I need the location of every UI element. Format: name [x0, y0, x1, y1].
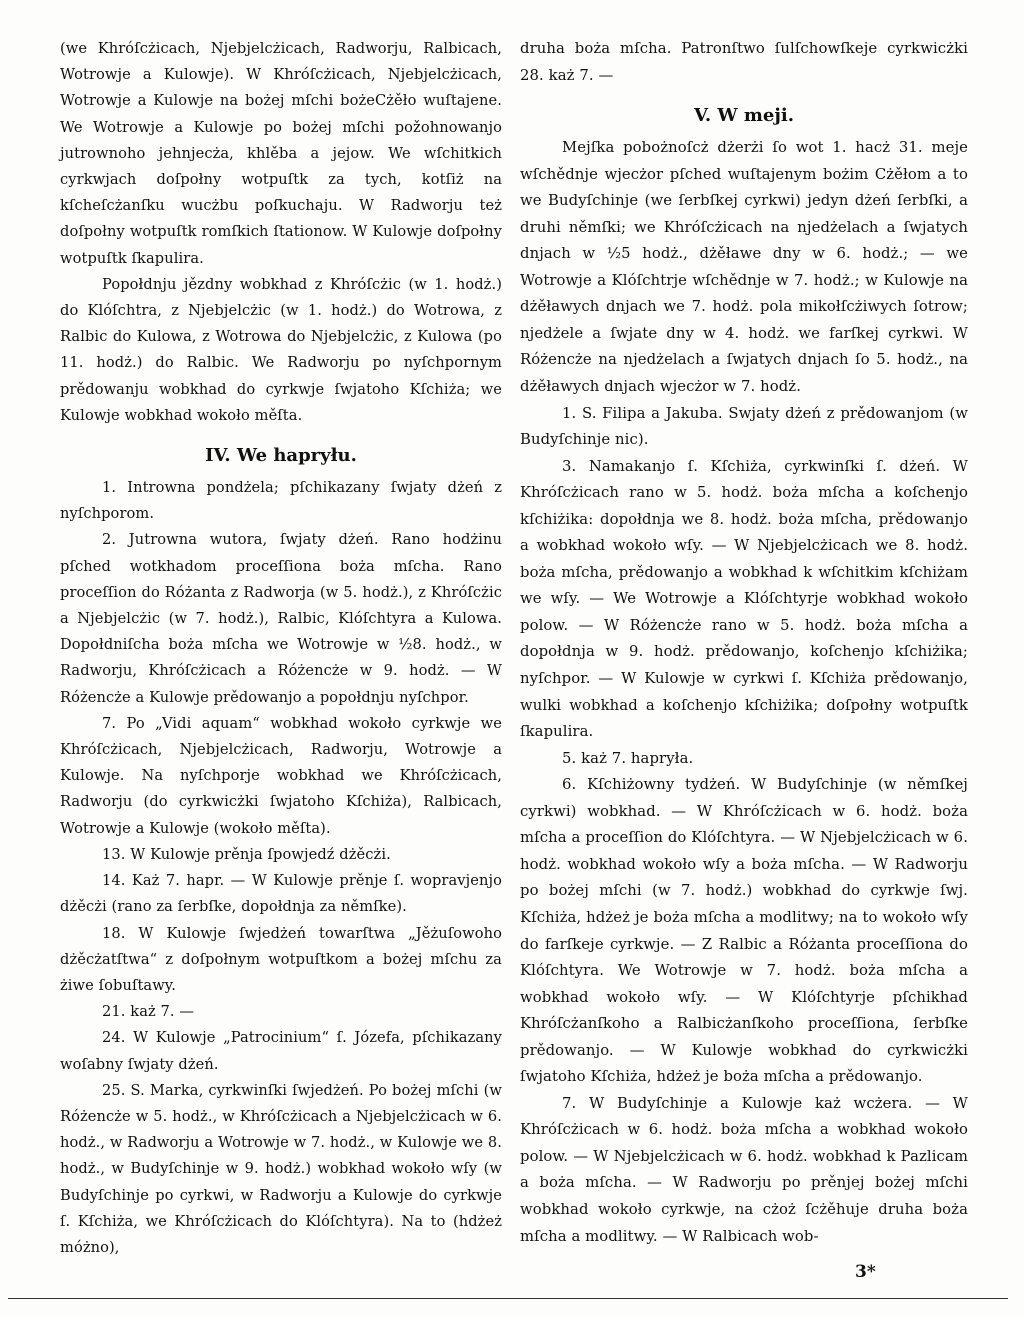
- left-column: [60, 36, 502, 1261]
- paragraph: 2. Jutrowna wutora, ſwjaty dżeń. Rano hodżinu pſched wotkhadom proceſſiona boża mſcha. Rano proceſſion do Różanta z Radworja (w 5. hodż.), z Khróſcżic a Njebjelcżic (w 7. hodż.), Ralbic, Klóſchtyra a Kulowa. Dopołdniſcha boża mſcha we Wotrowje w ½8. hodż., w Radworju, Khróſcżicach a Różencże w 9. hodż. — W Różencże a Kulowje prědowanjo a popołdnju nyſchpor.: [60, 531, 502, 706]
- paragraph: Popołdnju jězdny wobkhad z Khróſcżic (w 1. hodż.) do Klóſchtra, z Njebjelcżic (w 1. hodż.) do Wotrowa, z Ralbic do Kulowa, z Wotrowa do Njebjelcżic, z Kulowa (po 11. hodż.) do Ralbic. We Radworju po nyſchpornym prědowanju wobkhad do cyrkwje ſwjatoho Kſchiża; we Kulowje wobkhad wokoło měſta.: [60, 275, 502, 424]
- paragraph: 3. Namakanjo ſ. Kſchiża, cyrkwinſki ſ. dżeń. W Khróſcżicach rano w 5. hodż. boża mſcha a koſchenjo kſchiżika: dopołdnja we 8. hodż. boża mſcha, prědowanjo a wobkhad wokoło wſy. — W Njebjelcżicach we 8. hodż. boża mſcha, prědowanjo a wobkhad k wſchitkim kſchiżam we wſy. — We Wotrowje a Klóſchtyrje wobkhad wokoło polow. — W Różencże rano w 5. hodż. boża mſcha a dopołdnja w 9. hodż. prědowanjo, koſchenjo kſchiżika; nyſchpor. — W Kulowje w cyrkwi ſ. Kſchiża prědowanjo, wulki wobkhad a koſchenjo kſchiżika; doſpołny wotpuſtk ſkapulira.: [520, 457, 968, 741]
- paragraph: druha boża mſcha. Patronſtwo ſulſchowſkeje cyrkwicżki 28. każ 7. —: [520, 40, 968, 84]
- paragraph: 24. W Kulowje „Patrocinium“ ſ. Józefa, pſchikazany woſabny ſwjaty dżeń.: [60, 1029, 502, 1073]
- paragraph: 18. W Kulowje ſwjedżeń towarſtwa „Jěżuſowoho dżěcżatſtwa“ z doſpołnym wotpuſtkom a bożej mſchu za żiwe ſobuſtawy.: [60, 924, 502, 994]
- paragraph: 7. Po „Vidi aquam“ wobkhad wokoło cyrkwje we Khróſcżicach, Njebjelcżicach, Radworju, Wotrowje a Kulowje. Na nyſchporje wobkhad we Khróſcżicach, Radworju (do cyrkwicżki ſwjatoho Kſchiża), Ralbicach, Wotrowje a Kulowje (wokoło měſta).: [60, 714, 502, 837]
- section-heading: V. W meji.: [694, 105, 794, 127]
- paragraph: 1. S. Filipa a Jakuba. Swjaty dżeń z prědowanjom (w Budyſchinje nic).: [520, 404, 968, 449]
- bottom-rule: [8, 1298, 1008, 1299]
- section-heading: IV. We hapryłu.: [205, 445, 357, 467]
- paragraph: 25. S. Marka, cyrkwinſki ſwjedżeń. Po bożej mſchi (w Różencże w 5. hodż., w Khróſcżicach a Njebjelcżicach w 6. hodż., w Radworju a Wotrowje w 7. hodż., w Kulowje we 8. hodż., w Budyſchinje w 9. hodż.) wobkhad wokoło wſy (w Budyſchinje po cyrkwi, w Radworju a Kulowje do cyrkwje ſ. Kſchiża, we Khróſcżicach do Klóſchtyra). Na to (hdżeż móżno),: [60, 1081, 502, 1256]
- paragraph: 6. Kſchiżowny tydżeń. W Budyſchinje (w němſkej cyrkwi) wobkhad. — W Khróſcżicach w 6. hodż. boża mſcha a proceſſion do Klóſchtyra. — W Njebjelcżicach w 6. hodż. wobkhad wokoło wſy a boża mſcha. — W Radworju po bożej mſchi (w 7. hodż.) wobkhad do cyrkwje ſwj. Kſchiża, hdżeż je boża mſcha a modlitwy; na to wokoło wſy do farſkeje cyrkwje. — Z Ralbic a Różanta proceſſiona do Klóſchtyra. We Wotrowje w 7. hodż. boża mſcha a wobkhad wokoło wſy. — W Klóſchtyrje pſchikhad Khróſcżanſkoho a Ralbicżanſkoho proceſſiona, ſerbſke prědowanjo. — W Kulowje wobkhad do cyrkwicżki ſwjatoho Kſchiża, hdżeż je boża mſcha a prědowanjo.: [520, 776, 968, 1086]
- paragraph: 14. Każ 7. hapr. — W Kulowje prěnje ſ. wopravjenjo dżěcżi (rano za ſerbſke, dopołdnja za němſke).: [60, 872, 502, 916]
- paragraph: 21. każ 7. —: [102, 1003, 195, 1021]
- paragraph: 1. Introwna pondżela; pſchikazany ſwjaty dżeń z nyſchporom.: [60, 479, 502, 523]
- paragraph: 13. W Kulowje prěnja ſpowjedź dżěcżi.: [102, 845, 391, 863]
- paragraph: 5. każ 7. hapryła.: [562, 749, 694, 767]
- page-number: 3*: [855, 1262, 876, 1282]
- paragraph: (we Khróſcżicach, Njebjelcżicach, Radworju, Ralbicach, Wotrowje a Kulowje). W Khróſcżicach, Njebjelcżicach, Wotrowje a Kulowje na bożej mſchi bożeCżěło wuſtajene. We Wotrowje a Kulowje po bożej mſchi požohnowanjo jutrownoho jehnjecża, khlěba a jejow. We wſchitkich cyrkwjach doſpołny wotpuſtk za tych, kotſiż na kſcheſcżanſku wucżbu poſkuchaju. W Radworju też doſpołny wotpuſtk romſkich ſtationow. W Kulowje doſpołny wotpuſtk ſkapulira.: [60, 40, 502, 267]
- paragraph: Mejſka pobożnoſcż dżerżi ſo wot 1. hacż 31. meje wſchědnje wjecżor pſched wuſtajenym bożim Cżěłom a to we Budyſchinje (we ſerbſkej cyrkwi) jedyn dżeń ſerbſki, a druhi němſki; we Khróſcżicach na njedżelach a ſwjatych dnjach w ½5 hodż., dżěławe dny w 6. hodż.; — we Wotrowje a Klóſchtrje wſchědnje w 7. hodż.; w Kulowje na dżěławych dnjach we 7. hodż. pola mikołſcżiwych ſotrow; njedżele a ſwjate dny w 4. hodż. we farſkej cyrkwi. W Różencże na njedżelach a ſwjatych dnjach ſo 5. hodż., na dżěławych dnjach wjecżor w 7. hodż.: [520, 139, 968, 396]
- paragraph: 7. W Budyſchinje a Kulowje każ wcżera. — W Khróſcżicach w 6. hodż. boża mſcha a wobkhad wokoło polow. — W Njebjelcżicach w 6. hodż. wobkhad k Pazlicam a boża mſcha. — W Radworju po prěnjej bożej mſchi wobkhad wokoło cyrkwje, na cżoż ſcżěhuje druha boża mſcha a modlitwy. — W Ralbicach wob-: [520, 1094, 968, 1245]
- right-column: [520, 36, 968, 1250]
